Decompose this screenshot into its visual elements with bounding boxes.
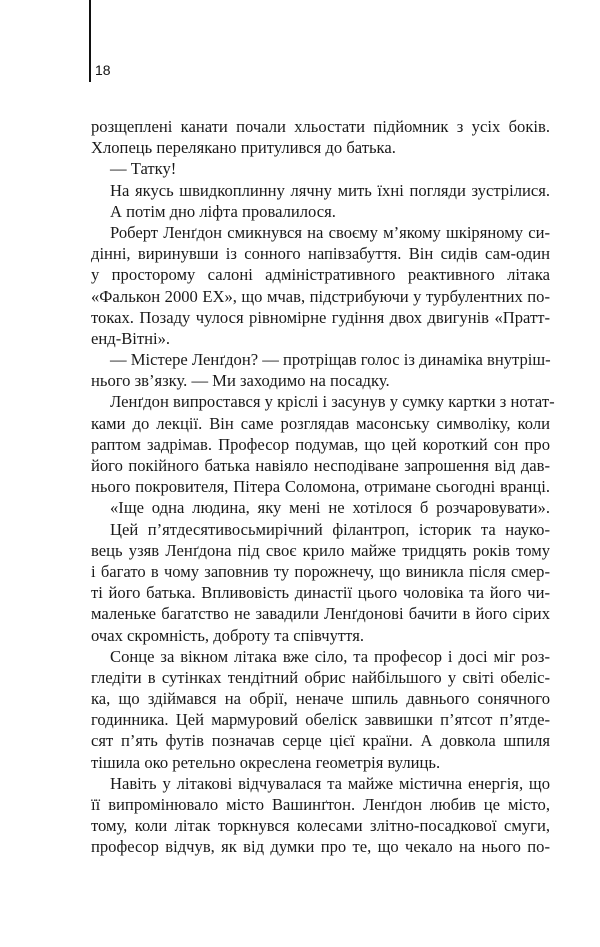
paragraph	[91, 497, 550, 518]
text-line: Цей п’ятдесятивосьмирічний філантроп, історик та науко-	[110, 519, 550, 539]
text-line: її випромінювало місто Вашинґтон. Ленґдон любив це місто,	[91, 795, 550, 814]
header-rule	[89, 0, 91, 82]
text-line: розщеплені канати почали хльостати підйомник з усіх боків.	[91, 117, 550, 136]
text-line: На якусь швидкоплинну лячну мить їхні погляди зустрілися.	[110, 180, 550, 200]
body-text	[91, 116, 555, 858]
text-line: ка, що здіймався на обрії, неначе шпиль давнього сонячного	[91, 689, 550, 709]
text-line: А потім дно ліфта провалилося.	[110, 201, 336, 221]
text-line: його покійного батька навіяло несподіване запрошення від дав-	[91, 456, 550, 475]
text-line: раптом задрімав. Професор подумав, що цей короткий сон про	[91, 434, 550, 454]
text-line: енд-Вітні».	[91, 328, 171, 348]
text-line: нього зв’язку. — Ми заходимо на посадку.	[91, 371, 390, 391]
paragraph	[91, 222, 550, 349]
text-line: очах скромність, доброту та співчуття.	[91, 625, 364, 645]
text-line: «Іще одна людина, яку мені не хотілося б розчаровувати».	[110, 498, 550, 518]
text-line: ті його батька. Впливовість династії цього чоловіка та його чи-	[91, 583, 550, 603]
text-line: годинника. Цей мармуровий обеліск заввишки п’ятсот п’ятде-	[91, 710, 550, 730]
paragraph	[91, 201, 550, 222]
paragraph	[91, 646, 550, 773]
paragraph	[91, 519, 550, 646]
text-line: Хлопець перелякано притулився до батька.	[91, 138, 396, 158]
paragraph	[91, 116, 550, 158]
text-line: Роберт Ленґдон смикнувся на своєму м’якому шкіряному си-	[110, 222, 550, 242]
text-line: Навіть у літакові відчувалася та майже містична енергія, що	[110, 773, 550, 793]
text-line: — Татку!	[110, 159, 177, 179]
text-line: сят п’ять футів позначав серце цієї країни. А довкола шпиля	[91, 731, 550, 751]
text-line: тому, коли літак торкнувся колесами злітно-посадкової смуги,	[91, 816, 550, 836]
text-line: маленьке багатство не завадили Ленґдонові бачити в його сірих	[91, 604, 550, 624]
paragraph	[91, 391, 555, 497]
text-line: тішила око ретельно окреслена геометрія вулиць.	[91, 752, 441, 772]
page-number: 18	[95, 62, 111, 78]
text-line: гледіти в сутінках тендітний обрис найбільшого у світі обеліс-	[91, 667, 550, 687]
text-line: Сонце за вікном літака вже сіло, та професор і досі міг роз-	[110, 646, 550, 666]
paragraph	[91, 180, 550, 201]
text-line: токах. Позаду чулося рівномірне гудіння двох двигунів «Пратт-	[91, 307, 550, 327]
text-line: «Фалькон 2000 EX», що мчав, підстрибуючи у турбулентних по-	[91, 286, 550, 306]
text-line: і багато в чому заповнив ту порожнечу, що виникла після смер-	[91, 561, 550, 581]
text-line: у просторому салоні адміністративного реактивного літака	[91, 265, 550, 285]
text-line: дінні, виринувши із сонного напівзабуття. Він сидів сам-один	[91, 244, 550, 264]
text-line: вець узяв Ленґдона під своє крило майже тридцять років тому	[91, 540, 550, 560]
paragraph	[91, 158, 550, 179]
paragraph	[91, 349, 550, 391]
text-line: нього покровителя, Пітера Соломона, отримане сьогодні вранці.	[91, 477, 550, 497]
text-line: Ленґдон випростався у кріслі і засунув у сумку картки з нотат-	[110, 392, 555, 412]
paragraph	[91, 773, 550, 858]
text-line: професор відчув, як від думки про те, що чекало на нього по-	[91, 837, 550, 857]
text-line: ками до лекції. Він саме розглядав масонську символіку, коли	[91, 413, 550, 433]
text-line: — Містере Ленґдон? — протріщав голос із динаміка внутріш-	[110, 350, 551, 370]
